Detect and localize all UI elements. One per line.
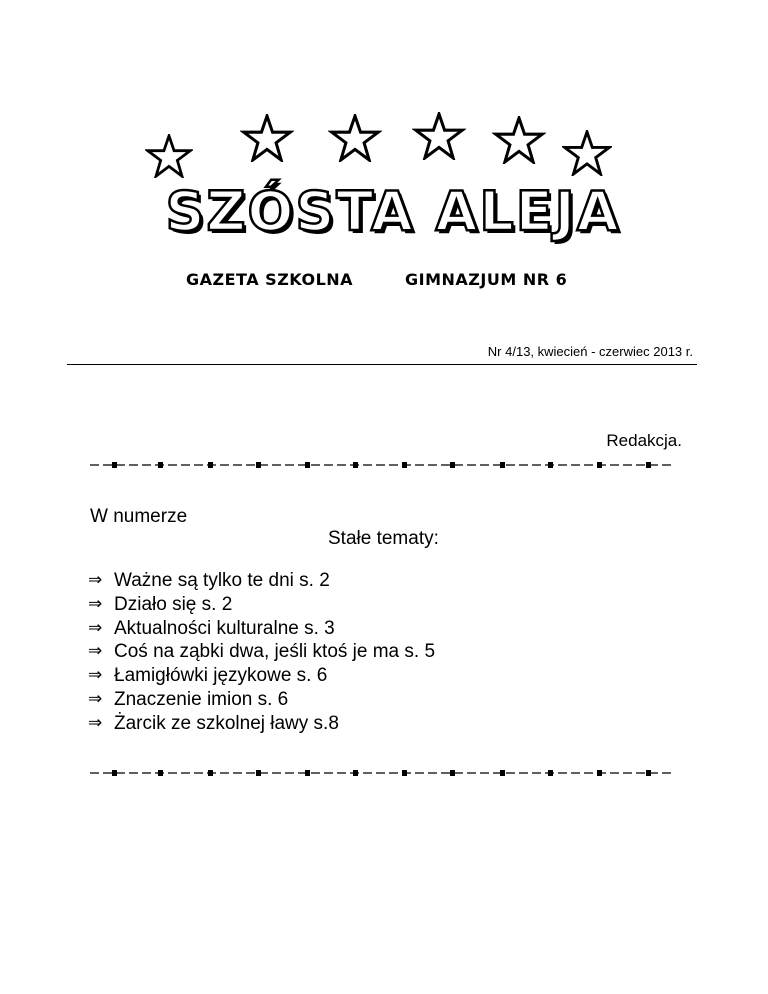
star-icon [328, 114, 382, 162]
star-icon [412, 112, 466, 160]
editor-label: Redakcja. [606, 431, 682, 450]
double-arrow-icon: ⇒ [88, 688, 103, 709]
contents-heading: W numerze [90, 506, 188, 527]
double-arrow-icon: ⇒ [88, 641, 103, 662]
dashed-divider [90, 768, 673, 778]
masthead-subtitle-school-name: GIMNAZJUM NR 6 [405, 270, 568, 289]
double-arrow-icon: ⇒ [88, 617, 103, 638]
issue-info: Nr 4/13, kwiecień - czerwiec 2013 r. [487, 344, 693, 359]
list-item: ⇒ Aktualności kulturalne s. 3 [88, 617, 335, 639]
star-icon [492, 116, 546, 164]
list-item: ⇒ Działo się s. 2 [88, 593, 233, 615]
list-item: ⇒ Łamigłówki językowe s. 6 [88, 665, 328, 687]
list-item: ⇒ Znaczenie imion s. 6 [88, 688, 289, 710]
list-item: ⇒ Ważne są tylko te dni s. 2 [88, 570, 330, 591]
header-rule [67, 364, 697, 365]
dashed-divider [90, 460, 673, 470]
double-arrow-icon: ⇒ [88, 570, 103, 590]
list-item: ⇒ Coś na ząbki dwa, jeśli ktoś je ma s. 5 [88, 641, 436, 663]
stars-decoration [140, 108, 630, 180]
double-arrow-icon: ⇒ [88, 665, 103, 686]
double-arrow-icon: ⇒ [88, 593, 103, 614]
contents-subheading: Stałe tematy: [328, 528, 439, 549]
masthead-subtitle-school-paper: GAZETA SZKOLNA [186, 270, 354, 289]
star-icon [562, 130, 612, 176]
masthead-title: SZÓSTA ALEJA [165, 180, 621, 243]
list-item: ⇒ Żarcik ze szkolnej ławy s.8 [88, 712, 339, 734]
double-arrow-icon: ⇒ [88, 712, 103, 733]
contents-list [88, 569, 435, 736]
star-icon [240, 114, 294, 162]
star-icon [145, 134, 193, 178]
